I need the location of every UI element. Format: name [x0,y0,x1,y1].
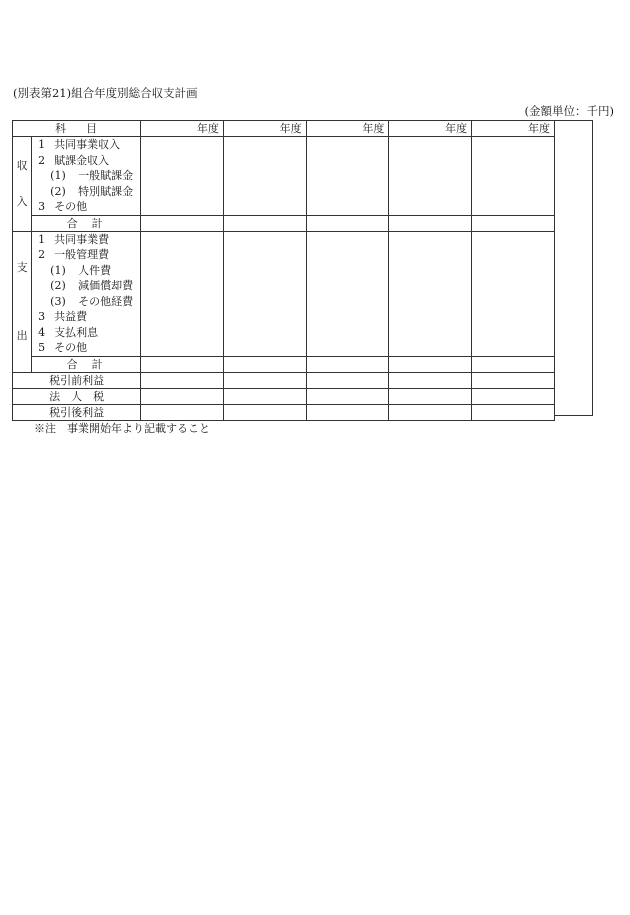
list-item: 3 共益費 [38,310,88,323]
pretax-profit-label: 税引前利益 [13,372,141,388]
list-item: (1) 一般賦課金 [50,169,134,182]
year-header-5: 年度 [472,121,555,137]
value-cell[interactable] [472,372,555,388]
value-cell[interactable] [472,215,555,231]
extra-column-frame [555,120,593,416]
pretax-profit-row [13,372,555,388]
value-cell[interactable] [306,231,389,356]
value-cell[interactable] [223,356,306,372]
list-item: 1 共同事業収入 [38,138,121,151]
value-cell[interactable] [141,215,224,231]
list-item: 4 支払利息 [38,325,99,339]
value-cell[interactable] [141,137,224,216]
income-side-label: 収 入 [13,137,32,232]
value-cell[interactable] [472,231,555,356]
value-cell[interactable] [472,404,555,420]
net-profit-row [13,404,555,420]
value-cell[interactable] [389,215,472,231]
value-cell[interactable] [472,388,555,404]
value-cell[interactable] [223,388,306,404]
expense-items-list [32,231,141,356]
unit-note: (金額単位：千円) [524,104,614,118]
list-item: (2) 特別賦課金 [50,184,134,198]
year-header-3: 年度 [306,121,389,137]
value-cell[interactable] [141,388,224,404]
value-cell[interactable] [141,231,224,356]
income-items-list [32,137,141,216]
list-item: (2) 減価償却費 [50,279,134,292]
year-header-2: 年度 [223,121,306,137]
header-item-cell: 科目 [13,121,141,137]
corporate-tax-row [13,388,555,404]
list-item: 3 その他 [38,200,88,213]
expense-side-label: 支 出 [13,231,32,372]
value-cell[interactable] [223,404,306,420]
value-cell[interactable] [306,356,389,372]
value-cell[interactable] [306,137,389,216]
value-cell[interactable] [141,404,224,420]
value-cell[interactable] [389,388,472,404]
expense-items-row [13,231,555,356]
value-cell[interactable] [389,404,472,420]
value-cell[interactable] [389,372,472,388]
value-cell[interactable] [306,388,389,404]
income-expense-plan-table [12,120,555,421]
list-item: (1) 人件費 [50,263,112,277]
value-cell[interactable] [223,372,306,388]
value-cell[interactable] [389,356,472,372]
value-cell[interactable] [223,231,306,356]
year-header-1: 年度 [141,121,224,137]
footnote: ※注 事業開始年より記載すること [34,422,210,435]
net-profit-label: 税引後利益 [13,404,141,420]
value-cell[interactable] [472,356,555,372]
header-row [13,121,555,137]
value-cell[interactable] [306,372,389,388]
income-total-label: 合計 [32,215,141,231]
value-cell[interactable] [472,137,555,216]
income-total-row [13,215,555,231]
list-item: 2 賦課金収入 [38,153,110,167]
value-cell[interactable] [141,372,224,388]
corporate-tax-label: 法 人 税 [13,388,141,404]
value-cell[interactable] [223,137,306,216]
list-item: 1 共同事業費 [38,232,110,246]
year-header-4: 年度 [389,121,472,137]
expense-total-label: 合計 [32,356,141,372]
expense-total-row [13,356,555,372]
value-cell[interactable] [389,231,472,356]
document-title: (別表第21)組合年度別総合収支計画 [13,86,198,100]
list-item: (3) その他経費 [50,294,134,308]
income-items-row [13,137,555,216]
value-cell[interactable] [223,215,306,231]
list-item: 2 一般管理費 [38,248,110,261]
list-item: 5 その他 [38,341,88,354]
value-cell[interactable] [306,215,389,231]
value-cell[interactable] [306,404,389,420]
value-cell[interactable] [141,356,224,372]
value-cell[interactable] [389,137,472,216]
